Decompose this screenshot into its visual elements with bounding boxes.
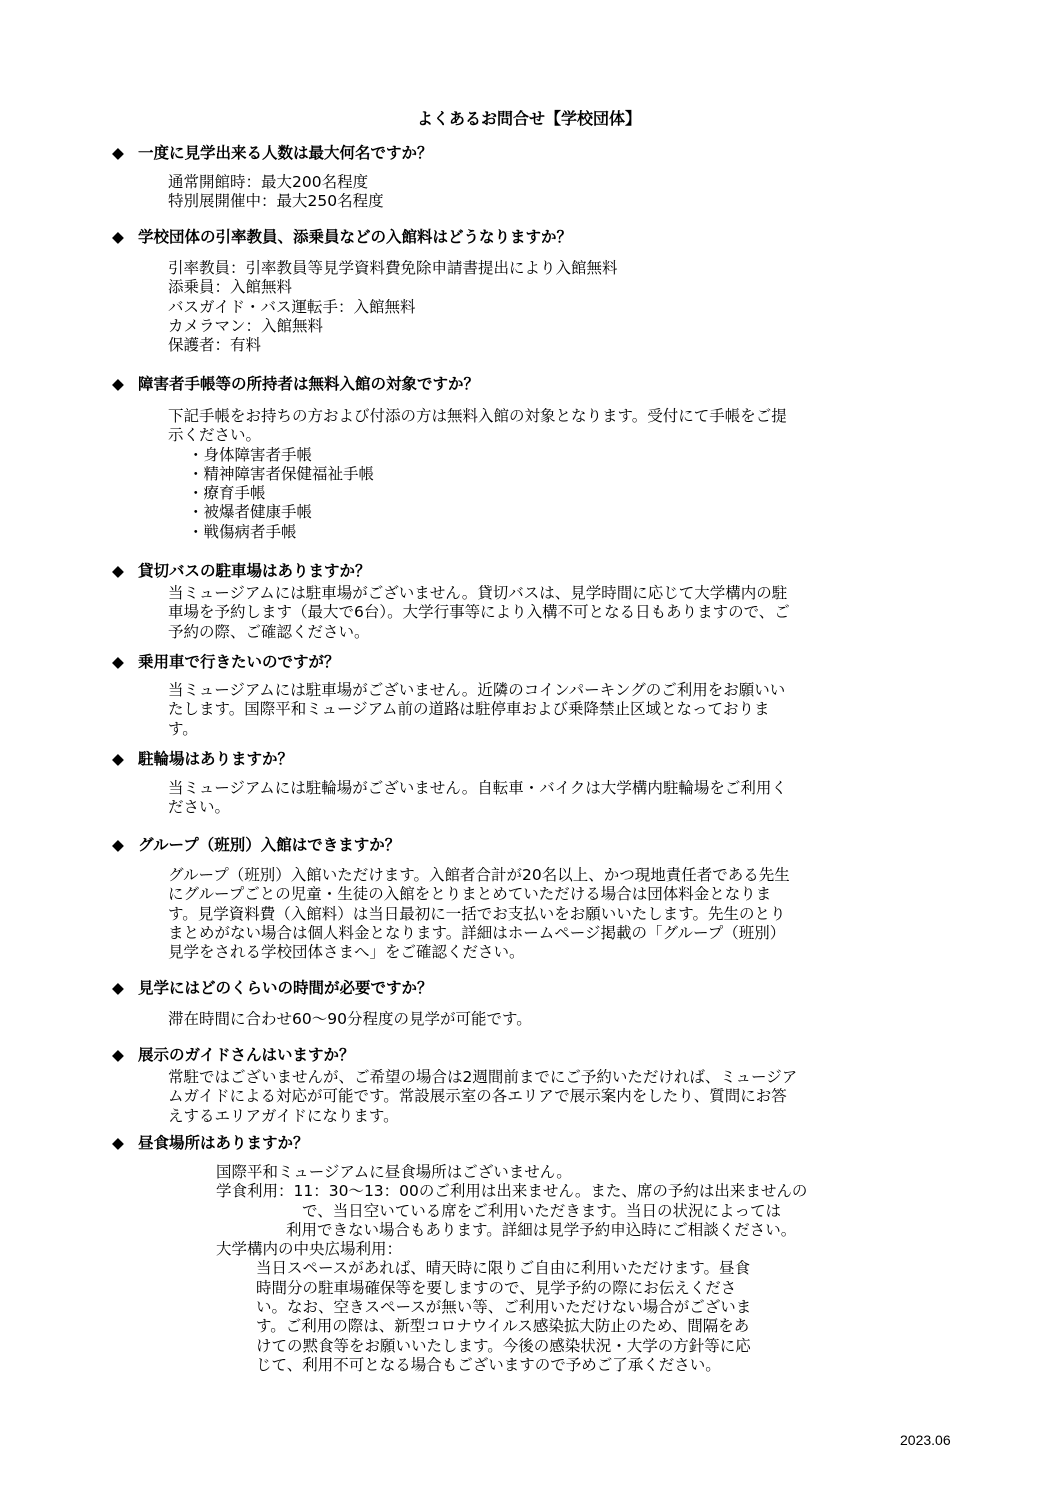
faq-question-2 xyxy=(112,225,572,247)
question-text: グループ（班別）入館はできますか？ xyxy=(138,836,401,854)
answer-line: で、当日空いている席をご利用いただきます。当日の状況によっては xyxy=(302,1201,781,1220)
faq-question-1 xyxy=(112,141,433,163)
answer-line: 引率教員：引率教員等見学資料費免除申請書提出により入館無料 xyxy=(168,259,618,277)
question-text: 学校団体の引率教員、添乗員などの入館料はどうなりますか？ xyxy=(138,228,573,246)
faq-answer-7 xyxy=(168,866,880,962)
answer-line: まとめがない場合は個人料金となります。詳細はホームページ掲載の「グループ（班別） xyxy=(168,923,786,942)
diamond-bullet-icon: ◆ xyxy=(112,375,124,393)
footer-date: 2023.06 xyxy=(900,1432,951,1448)
answer-line: 予約の際、ご確認ください。 xyxy=(168,622,370,641)
diamond-bullet-icon: ◆ xyxy=(112,1134,124,1152)
answer-line: 保護者：有料 xyxy=(168,336,262,355)
answer-line: 大学構内の中央広場利用： xyxy=(216,1240,403,1259)
answer-line: にグループごとの児童・生徒の入館をとりまとめていただける場合は団体料金となりま xyxy=(168,885,772,904)
list-item: ・療育手帳 xyxy=(188,484,266,503)
answer-line: グループ（班別）入館いただけます。入館者合計が20名以上、かつ現地責任者である先生 xyxy=(168,866,790,884)
faq-answer-1 xyxy=(168,173,880,212)
answer-line: 当ミュージアムには駐輪場がございません。自転車・バイクは大学構内駐輪場をご利用く xyxy=(168,779,787,797)
question-text: 乗用車で行きたいのですが？ xyxy=(138,653,340,671)
list-item: ・戦傷病者手帳 xyxy=(188,522,297,541)
answer-line: 当ミュージアムには駐車場がございません。近隣のコインパーキングのご利用をお願いい xyxy=(168,681,786,699)
faq-question-8 xyxy=(112,976,433,998)
page-title: よくあるお問合せ【学校団体】 xyxy=(416,109,641,128)
question-text: 駐輪場はありますか？ xyxy=(138,750,294,768)
answer-line: 時間分の駐車場確保等を要しますので、見学予約の際にお伝えくださ xyxy=(256,1278,737,1297)
answer-line: す。見学資料費（入館料）は当日最初に一括でお支払いをお願いいたします。先生のとり xyxy=(168,904,786,923)
answer-line: 特別展開催中：最大250名程度 xyxy=(168,192,384,211)
faq-question-4 xyxy=(112,559,371,581)
answer-line: たします。国際平和ミュージアム前の道路は駐停車および乗降禁止区域となっておりま xyxy=(168,700,770,719)
question-text: 見学にはどのくらいの時間が必要ですか？ xyxy=(138,979,433,997)
answer-line: 見学をされる学校団体さまへ」をご確認ください。 xyxy=(168,943,525,962)
answer-line: 学食利用：11：30～13：00のご利用は出来ません。また、席の予約は出来ませんの xyxy=(216,1182,808,1201)
list-item: ・被爆者健康手帳 xyxy=(188,503,313,522)
answer-line: じて、利用不可となる場合もございますので予めご了承ください。 xyxy=(256,1355,721,1374)
diamond-bullet-icon: ◆ xyxy=(112,653,124,671)
answer-line: 当日スペースがあれば、晴天時に限りご自由に利用いただけます。昼食 xyxy=(256,1259,750,1278)
diamond-bullet-icon: ◆ xyxy=(112,979,124,997)
faq-answer-2 xyxy=(168,259,880,355)
answer-line: えするエリアガイドになります。 xyxy=(168,1106,399,1125)
answer-line: 当ミュージアムには駐車場がございません。貸切バスは、見学時間に応じて大学構内の駐 xyxy=(168,584,788,602)
answer-line: カメラマン：入館無料 xyxy=(168,316,324,335)
faq-question-5 xyxy=(112,650,340,672)
answer-line: ムガイドによる対応が可能です。常設展示室の各エリアで展示案内をしたり、質問にお答 xyxy=(168,1087,787,1106)
answer-line: い。なお、空きスペースが無い等、ご利用いただけない場合がございま xyxy=(256,1298,752,1317)
diamond-bullet-icon: ◆ xyxy=(112,750,124,768)
answer-line: 常駐ではございませんが、ご希望の場合は2週間前までにご予約いただければ、ミュージア xyxy=(168,1068,798,1086)
faq-question-3 xyxy=(112,372,479,394)
answer-line: 車場を予約します（最大で6台）。大学行事等により入構不可となる日もありますので、ご xyxy=(168,603,790,622)
question-text: 展示のガイドさんはいますか？ xyxy=(138,1046,355,1064)
faq-question-6 xyxy=(112,747,293,769)
answer-line: バスガイド・バス運転手：入館無料 xyxy=(168,297,416,316)
question-text: 一度に見学出来る人数は最大何名ですか？ xyxy=(138,144,433,162)
faq-answer-6 xyxy=(168,779,880,818)
faq-answer-8 xyxy=(168,1010,880,1029)
answer-line: 滞在時間に合わせ60～90分程度の見学が可能です。 xyxy=(168,1010,532,1028)
faq-answer-10 xyxy=(216,1163,876,1375)
answer-line: 利用できない場合もあります。詳細は見学予約申込時にご相談ください。 xyxy=(286,1220,797,1239)
list-item: ・身体障害者手帳 xyxy=(188,445,313,464)
answer-line: 下記手帳をお持ちの方および付添の方は無料入館の対象となります。受付にて手帳をご提 xyxy=(168,407,787,425)
diamond-bullet-icon: ◆ xyxy=(112,836,124,854)
faq-question-7 xyxy=(112,833,400,855)
faq-question-10 xyxy=(112,1131,309,1153)
answer-line: 通常開館時：最大200名程度 xyxy=(168,173,369,191)
faq-answer-4 xyxy=(168,584,880,642)
answer-line: す。 xyxy=(168,719,198,738)
answer-line: 示ください。 xyxy=(168,426,262,445)
faq-question-9 xyxy=(112,1043,355,1065)
answer-line: す。ご利用の際は、新型コロナウイルス感染拡大防止のため、間隔をあ xyxy=(256,1317,750,1336)
answer-line: けての黙食等をお願いいたします。今後の感染状況・大学の方針等に応 xyxy=(256,1336,751,1355)
faq-answer-3 xyxy=(168,407,880,542)
diamond-bullet-icon: ◆ xyxy=(112,1046,124,1064)
list-item: ・精神障害者保健福祉手帳 xyxy=(188,464,375,483)
diamond-bullet-icon: ◆ xyxy=(112,144,124,162)
diamond-bullet-icon: ◆ xyxy=(112,228,124,246)
question-text: 障害者手帳等の所持者は無料入館の対象ですか？ xyxy=(138,375,480,393)
answer-line: ださい。 xyxy=(168,798,231,817)
answer-line: 添乗員：入館無料 xyxy=(168,278,293,297)
question-text: 貸切バスの駐車場はありますか？ xyxy=(138,562,371,580)
question-text: 昼食場所はありますか？ xyxy=(138,1134,309,1152)
diamond-bullet-icon: ◆ xyxy=(112,562,124,580)
faq-answer-5 xyxy=(168,681,880,739)
answer-line: 国際平和ミュージアムに昼食場所はございません。 xyxy=(216,1163,572,1181)
faq-answer-9 xyxy=(168,1068,880,1126)
